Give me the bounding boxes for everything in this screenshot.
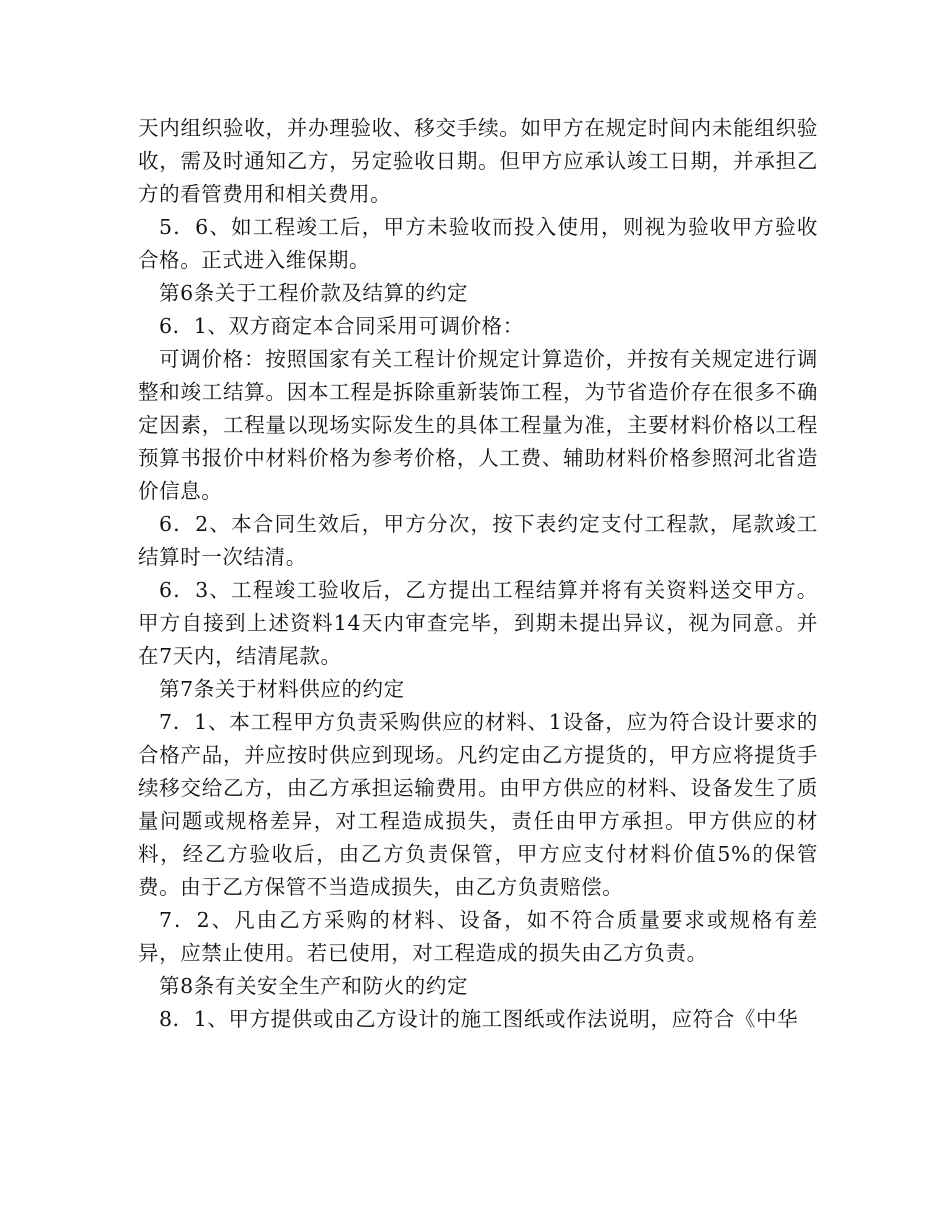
- paragraph-7-1: 7．1、本工程甲方负责采购供应的材料、1设备，应为符合设计要求的合格产品，并应按时供应到现场。凡约定由乙方提货的，甲方应将提货手续移交给乙方，由乙方承担运输费用。由甲方供应的材料、设备发生了质量问题或规格差异，对工程造成损失，责任由甲方承担。甲方供应的材料，经乙方验收后，由乙方负责保管，甲方应支付材料价值5%的保管费。由于乙方保管不当造成损失，由乙方负责赔偿。: [138, 710, 818, 899]
- paragraph-5-6: 5．6、如工程竣工后，甲方未验收而投入使用，则视为验收甲方验收合格。正式进入维保期。: [138, 215, 818, 272]
- document-body: [138, 112, 818, 1036]
- heading-article-8: 第8条有关安全生产和防火的约定: [159, 974, 469, 998]
- paragraph-6-3: 6．3、工程竣工验收后，乙方提出工程结算并将有关资料送交甲方。甲方自接到上述资料14天内审查完毕，到期未提出异议，视为同意。并在7天内，结清尾款。: [138, 578, 818, 668]
- paragraph-acceptance-continued: 天内组织验收，并办理验收、移交手续。如甲方在规定时间内未能组织验收，需及时通知乙方，另定验收日期。但甲方应承认竣工日期，并承担乙方的看管费用和相关费用。: [138, 116, 818, 206]
- paragraph-7-2: 7．2、凡由乙方采购的材料、设备，如不符合质量要求或规格有差异，应禁止使用。若已使用，对工程造成的损失由乙方负责。: [138, 908, 818, 965]
- heading-article-7: 第7条关于材料供应的约定: [159, 677, 405, 701]
- paragraph-8-1: 8．1、甲方提供或由乙方设计的施工图纸或作法说明，应符合《中华: [159, 1007, 799, 1031]
- paragraph-6-2: 6．2、本合同生效后，甲方分次，按下表约定支付工程款，尾款竣工结算时一次结清。: [138, 512, 818, 569]
- heading-article-6: 第6条关于工程价款及结算的约定: [159, 281, 469, 305]
- paragraph-6-1: 6．1、双方商定本合同采用可调价格：: [159, 314, 524, 338]
- paragraph-adjustable-price: 可调价格：按照国家有关工程计价规定计算造价，并按有关规定进行调整和竣工结算。因本工程是拆除重新装饰工程，为节省造价存在很多不确定因素，工程量以现场实际发生的具体工程量为准，主要材料价格以工程预算书报价中材料价格为参考价格，人工费、辅助材料价格参照河北省造价信息。: [138, 347, 818, 503]
